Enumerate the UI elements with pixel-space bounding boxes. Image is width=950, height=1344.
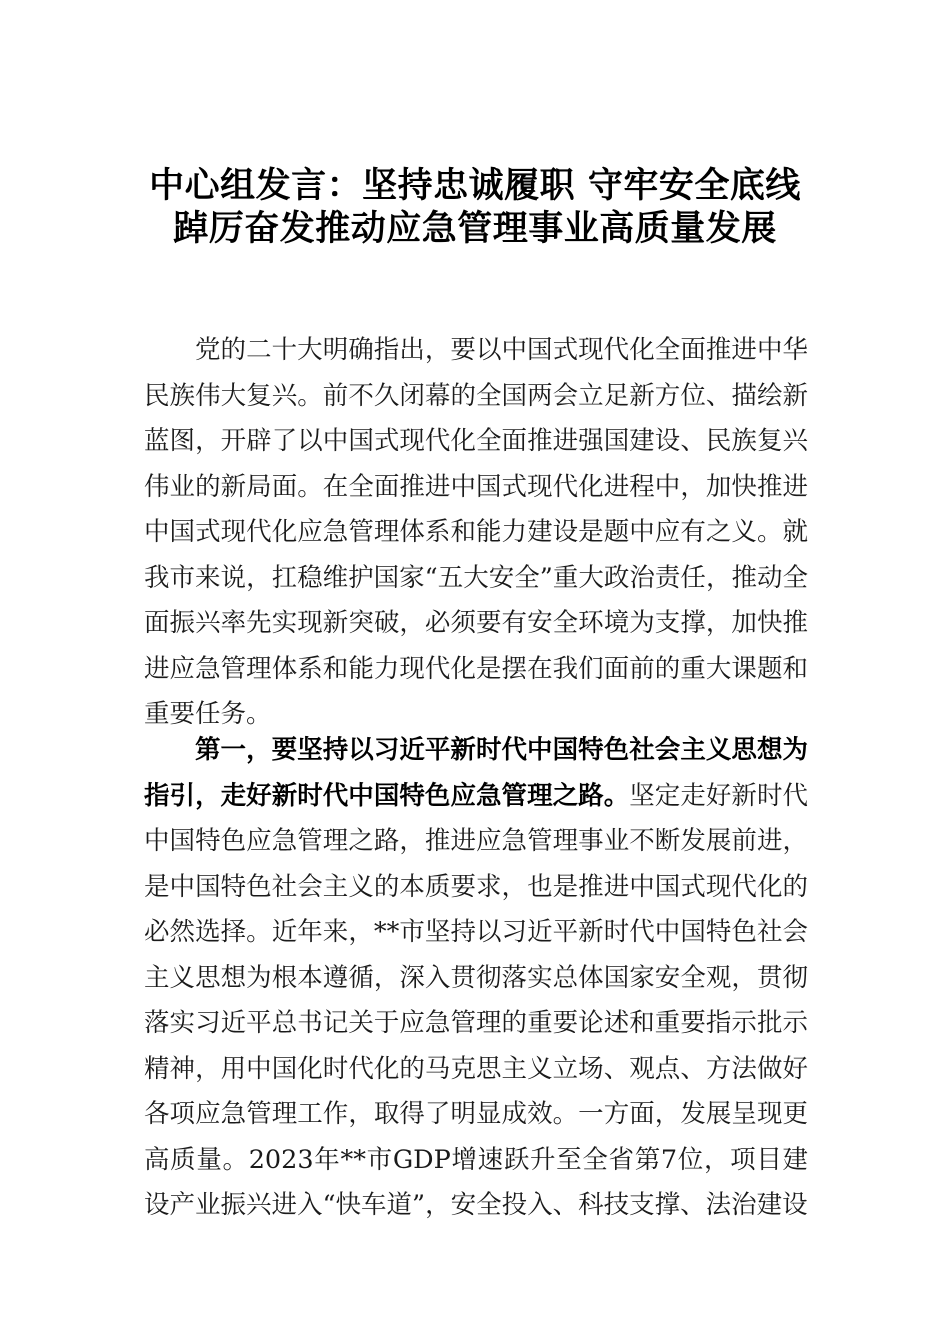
document-title-line-2: 踔厉奋发推动应急管理事业高质量发展 — [173, 208, 777, 249]
paragraph-first-point — [144, 728, 808, 1229]
paragraph-first-point-heading: 第一，要坚持以习近平新时代中国特色社会主义思想为指引，走好新时代中国特色应急管理之路。 — [144, 735, 808, 811]
paragraph-first-point-body: 坚定走好新时代中国特色应急管理之路，推进应急管理事业不断发展前进，是中国特色社会主义的本质要求，也是推进中国式现代化的必然选择。近年来，**市坚持以习近平新时代中国特色社会主义思想为根本遵循，深入贯彻落实总体国家安全观，贯彻落实习近平总书记关于应急管理的重要论述和重要指示批示精神，用中国化时代化的马克思主义立场、观点、方法做好各项应急管理工作，取得了明显成效。一方面，发展呈现更高质量。2023年**市GDP增速跃升至全省第7位，项目建设产业振兴进入“快车道”，安全投入、科技支撑、法治建设 — [144, 780, 808, 1220]
document-title-line-1: 中心组发言：坚持忠诚履职 守牢安全底线 — [149, 165, 801, 206]
paragraph-intro: 党的二十大明确指出，要以中国式现代化全面推进中华民族伟大复兴。前不久闭幕的全国两会立足新方位、描绘新蓝图，开辟了以中国式现代化全面推进强国建设、民族复兴伟业的新局面。在全面推进中国式现代化进程中，加快推进中国式现代化应急管理体系和能力建设是题中应有之义。就我市来说，扛稳维护国家“五大安全”重大政治责任，推动全面振兴率先实现新突破，必须要有安全环境为支撑，加快推进应急管理体系和能力现代化是摆在我们面前的重大课题和重要任务。 — [144, 335, 808, 729]
